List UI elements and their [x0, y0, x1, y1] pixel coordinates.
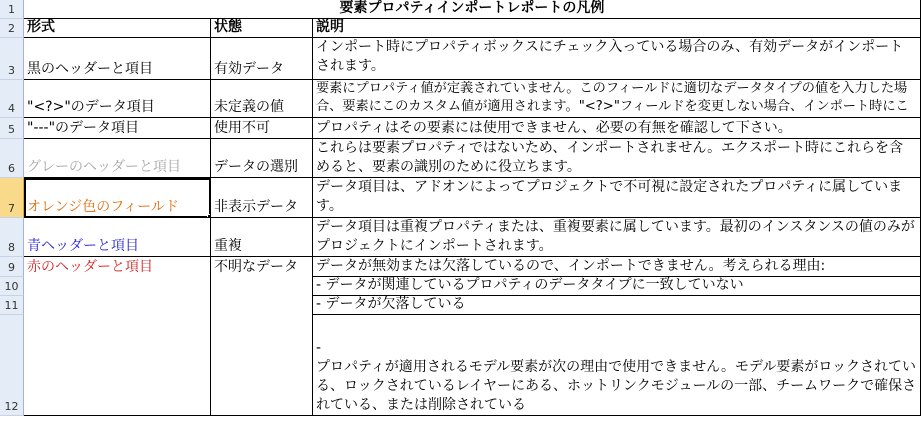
- description-cell-duplicate[interactable]: データ項目は重複プロパティまたは、重複要素に属しています。最初のインスタンスの値のみがプロジェクトにインポートされます。: [313, 218, 921, 257]
- description-cell-valid[interactable]: インポート時にプロパティボックスにチェック入っている場合のみ、有効データがインポートされます。: [313, 38, 921, 80]
- format-cell-empty-12[interactable]: [24, 315, 211, 416]
- state-cell-unknown[interactable]: 不明なデータ: [211, 257, 313, 277]
- reason-dash-line: -: [316, 340, 322, 356]
- row-header-2[interactable]: 2: [0, 19, 24, 38]
- description-cell-unavailable[interactable]: プロパティはその要素には使用できません、必要の有無を確認して下さい。: [313, 118, 921, 139]
- row-header-9[interactable]: 9: [0, 257, 24, 277]
- format-cell-duplicate[interactable]: 青ヘッダーと項目: [24, 218, 211, 257]
- state-cell-hidden[interactable]: 非表示データ: [211, 178, 313, 218]
- state-cell-empty-12[interactable]: [211, 315, 313, 416]
- row-header-6[interactable]: 6: [0, 139, 24, 178]
- description-cell-hidden[interactable]: データ項目は、アドオンによってプロジェクトで不可視に設定されたプロパティに属しています。: [313, 178, 921, 218]
- state-cell-filter[interactable]: データの選別: [211, 139, 313, 178]
- description-cell-undefined[interactable]: 要素にプロパティ値が定義されていません。このフィールドに適切なデータタイプの値を入力した場合、要素にこのカスタム値が適用されます。"<?>"フィールドを変更しない場合、インポート時にこ: [313, 80, 921, 118]
- sheet-title-cell[interactable]: 要素プロパティインポートレポートの凡例: [24, 0, 921, 19]
- row-header-8[interactable]: 8: [0, 218, 24, 257]
- header-format-cell[interactable]: 形式: [24, 19, 211, 38]
- header-state-cell[interactable]: 状態: [211, 19, 313, 38]
- description-cell-filter[interactable]: これらは要素プロパティではないため、インポートされません。エクスポート時にこれらを含めると、要素の識別のために役立ちます。: [313, 139, 921, 178]
- reason-cell-3[interactable]: [313, 315, 921, 416]
- row-header-5[interactable]: 5: [0, 118, 24, 139]
- description-cell-unknown[interactable]: データが無効または欠落しているので、インポートできません。考えられる理由:: [313, 257, 921, 277]
- row-header-7[interactable]: 7: [0, 178, 24, 218]
- format-cell-hidden[interactable]: オレンジ色のフィールド: [24, 178, 211, 218]
- reason-cell-2[interactable]: - データが欠落している: [313, 296, 921, 315]
- reason-cell-1[interactable]: - データが関連しているプロパティのデータタイプに一致していない: [313, 277, 921, 296]
- format-cell-valid[interactable]: 黒のヘッダーと項目: [24, 38, 211, 80]
- format-cell-empty-10[interactable]: [24, 277, 211, 296]
- format-cell-filter[interactable]: グレーのヘッダーと項目: [24, 139, 211, 178]
- reason-locked-elements-text: プロパティが適用されるモデル要素が次の理由で使用できません。モデル要素がロックされている、ロックされているレイヤーにある、ホットリンクモジュールの一部、チームワークで確保されている、または削除されている: [316, 359, 917, 413]
- row-header-4[interactable]: 4: [0, 80, 24, 118]
- state-cell-empty-11[interactable]: [211, 296, 313, 315]
- format-cell-undefined[interactable]: "<?>"のデータ項目: [24, 80, 211, 118]
- format-cell-unknown[interactable]: 赤のヘッダーと項目: [24, 257, 211, 277]
- row-header-10[interactable]: 10: [0, 277, 24, 296]
- format-cell-unavailable[interactable]: "---"のデータ項目: [24, 118, 211, 139]
- row-header-1[interactable]: 1: [0, 0, 24, 19]
- header-description-cell[interactable]: 説明: [313, 19, 921, 38]
- state-cell-unavailable[interactable]: 使用不可: [211, 118, 313, 139]
- state-cell-valid[interactable]: 有効データ: [211, 38, 313, 80]
- format-cell-empty-11[interactable]: [24, 296, 211, 315]
- row-header-12[interactable]: 12: [0, 315, 24, 416]
- row-header-3[interactable]: 3: [0, 38, 24, 80]
- state-cell-undefined[interactable]: 未定義の値: [211, 80, 313, 118]
- state-cell-empty-10[interactable]: [211, 277, 313, 296]
- state-cell-duplicate[interactable]: 重複: [211, 218, 313, 257]
- row-header-11[interactable]: 11: [0, 296, 24, 315]
